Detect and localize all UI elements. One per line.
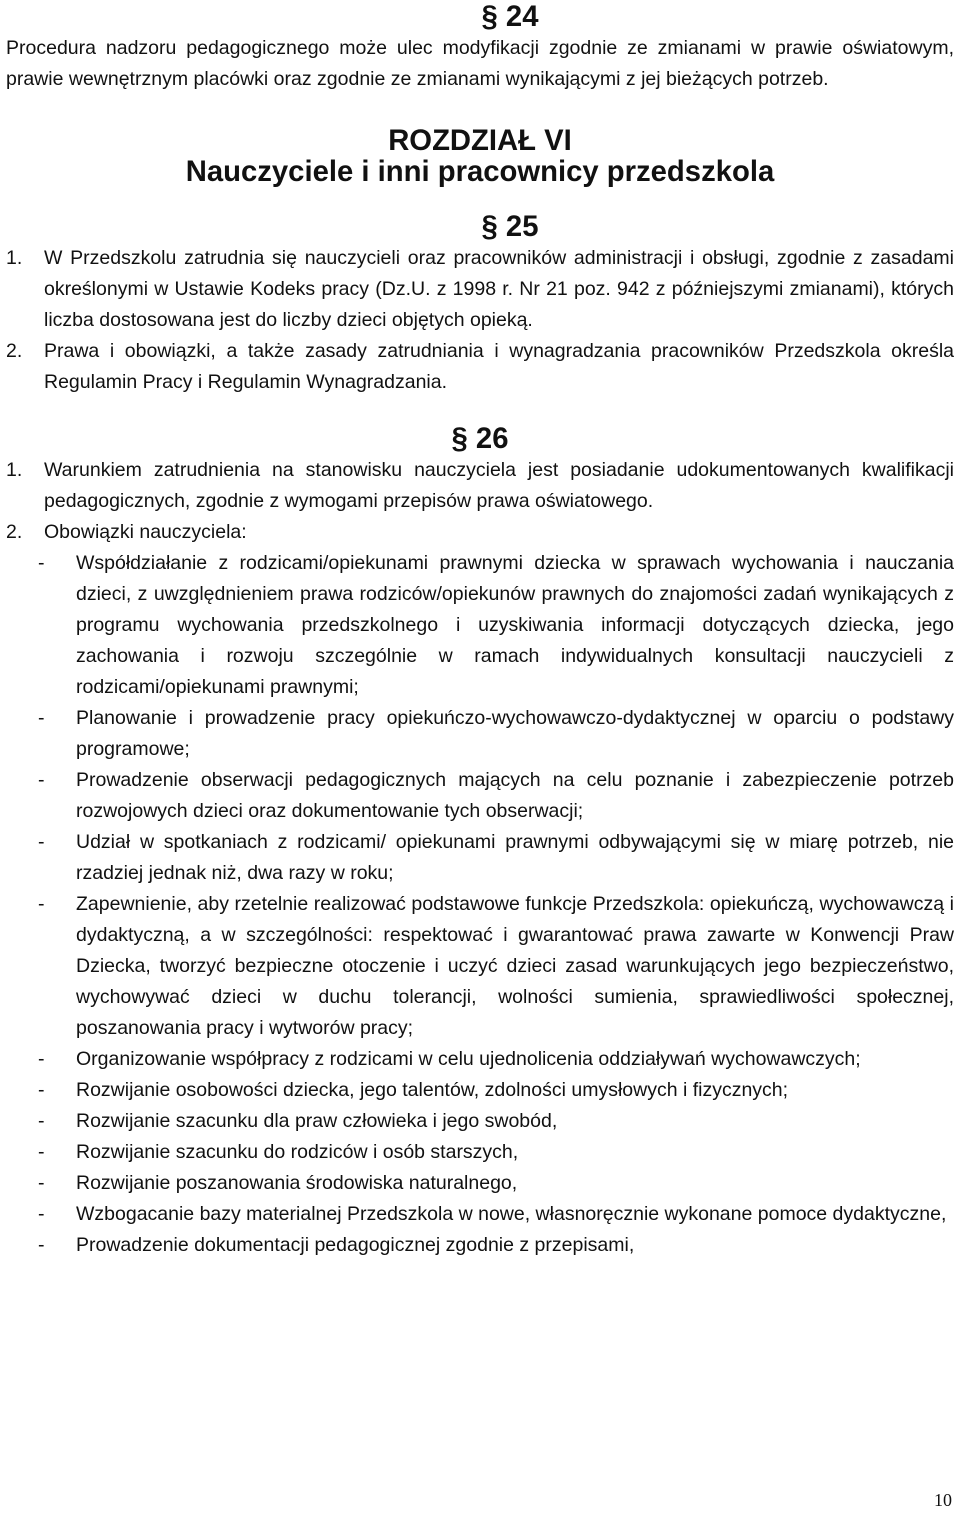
duty-item: [6, 1075, 954, 1106]
duty-item: [6, 1199, 954, 1230]
dash-marker: -: [38, 707, 45, 729]
duty-text: Rozwijanie szacunku do rodziców i osób starszych,: [76, 1141, 519, 1163]
item-number: 2.: [6, 340, 23, 362]
duty-text: Prowadzenie dokumentacji pedagogicznej zgodnie z przepisami,: [76, 1234, 635, 1256]
duty-text: Wzbogacanie bazy materialnej Przedszkola w nowe, własnoręcznie wykonane pomoce dydaktyczne,: [76, 1203, 947, 1225]
duty-item: [6, 765, 954, 827]
duty-text: Udział w spotkaniach z rodzicami/ opiekunami prawnymi odbywającymi się w miarę potrzeb, nie rzadziej jednak niż, dwa razy w roku;: [76, 831, 954, 884]
chapter-heading: [6, 126, 954, 188]
list-item: [6, 455, 954, 517]
item-text: Warunkiem zatrudnienia na stanowisku nauczyciela jest posiadanie udokumentowanych kwalifikacji pedagogicznych, zgodnie z wymogami przepisów prawa oświatowego.: [44, 459, 954, 512]
duty-text: Zapewnienie, aby rzetelnie realizować podstawowe funkcje Przedszkola: opiekuńczą, wychowawczą i dydaktyczną, a w szczególności: respektować i gwarantować prawa zawarte w Konwencji Praw Dziecka, tworzyć bezpieczne otoczenie i uczyć dzieci zasad warunkujących jego bezpieczeństwo, wychowywać dzieci w duchu tolerancji, wolności sumienia, sprawiedliwości społecznej, poszanowania pracy i wytworów pracy;: [76, 893, 954, 1039]
chapter-subtitle: Nauczyciele i inni pracownicy przedszkola: [185, 156, 775, 188]
duty-item: [6, 1168, 954, 1199]
duty-text: Rozwijanie poszanowania środowiska naturalnego,: [76, 1172, 518, 1194]
item-number: 1.: [6, 247, 23, 269]
duty-text: Rozwijanie szacunku dla praw człowieka i jego swobód,: [76, 1110, 558, 1132]
section-26-list: [6, 455, 954, 1261]
dash-marker: -: [38, 1141, 45, 1163]
item-text: Obowiązki nauczyciela:: [44, 521, 247, 543]
duty-text: Rozwijanie osobowości dziecka, jego talentów, zdolności umysłowych i fizycznych;: [76, 1079, 789, 1101]
dash-marker: -: [38, 1203, 45, 1225]
duty-item: [6, 1044, 954, 1075]
list-item: [6, 336, 954, 398]
duty-item: [6, 827, 954, 889]
section-24-title: § 24: [481, 1, 539, 33]
dash-marker: -: [38, 1079, 45, 1101]
item-number: 1.: [6, 459, 23, 481]
list-item: [6, 243, 954, 336]
duty-item: [6, 1137, 954, 1168]
dash-marker: -: [38, 769, 45, 791]
page-number: 10: [934, 1490, 952, 1510]
duty-item: [6, 548, 954, 703]
section-24-text: Procedura nadzoru pedagogicznego może ulec modyfikacji zgodnie ze zmianami w prawie oświatowym, prawie wewnętrznym placówki oraz zgodnie ze zmianami wynikającymi z jej bieżących potrzeb.: [6, 37, 954, 90]
duty-item: [6, 889, 954, 1044]
duty-text: Organizowanie współpracy z rodzicami w celu ujednolicenia oddziaływań wychowawczych;: [76, 1048, 861, 1070]
section-25-title: § 25: [481, 211, 539, 243]
duty-text: Planowanie i prowadzenie pracy opiekuńczo-wychowawczo-dydaktycznej w oparciu o podstawy programowe;: [76, 707, 954, 760]
duties-list: [6, 548, 954, 1261]
duty-item: [6, 703, 954, 765]
duty-item: [6, 1230, 954, 1261]
dash-marker: -: [38, 1172, 45, 1194]
duty-item: [6, 1106, 954, 1137]
section-26-title: § 26: [451, 423, 509, 455]
item-number: 2.: [6, 521, 23, 543]
item-text: W Przedszkolu zatrudnia się nauczycieli oraz pracowników administracji i obsługi, zgodnie z zasadami określonymi w Ustawie Kodeks pracy (Dz.U. z 1998 r. Nr 21 poz. 942 z późniejszymi zmianami), których liczba dostosowana jest do liczby dzieci objętych opieką.: [44, 247, 954, 331]
dash-marker: -: [38, 1110, 45, 1132]
item-text: Prawa i obowiązki, a także zasady zatrudniania i wynagradzania pracowników Przedszkola określa Regulamin Pracy i Regulamin Wynagradzania.: [44, 340, 954, 393]
section-25-list: [6, 243, 954, 398]
duty-text: Współdziałanie z rodzicami/opiekunami prawnymi dziecka w sprawach wychowania i nauczania dzieci, z uwzględnieniem prawa rodziców/opiekunów prawnych do znajomości zadań wynikających z programu wychowania przedszkolnego i uzyskiwania informacji dotyczących dziecka, jego zachowania i rozwoju szczególnie w ramach indywidualnych konsultacji nauczycieli z rodzicami/opiekunami prawnymi;: [76, 552, 954, 698]
list-item: [6, 517, 954, 548]
duty-text: Prowadzenie obserwacji pedagogicznych mających na celu poznanie i zabezpieczenie potrzeb rozwojowych dzieci oraz dokumentowanie tych obserwacji;: [76, 769, 954, 822]
dash-marker: -: [38, 552, 45, 574]
chapter-title: ROZDZIAŁ VI: [388, 125, 572, 157]
dash-marker: -: [38, 893, 45, 915]
dash-marker: -: [38, 1234, 45, 1256]
dash-marker: -: [38, 1048, 45, 1070]
dash-marker: -: [38, 831, 45, 853]
